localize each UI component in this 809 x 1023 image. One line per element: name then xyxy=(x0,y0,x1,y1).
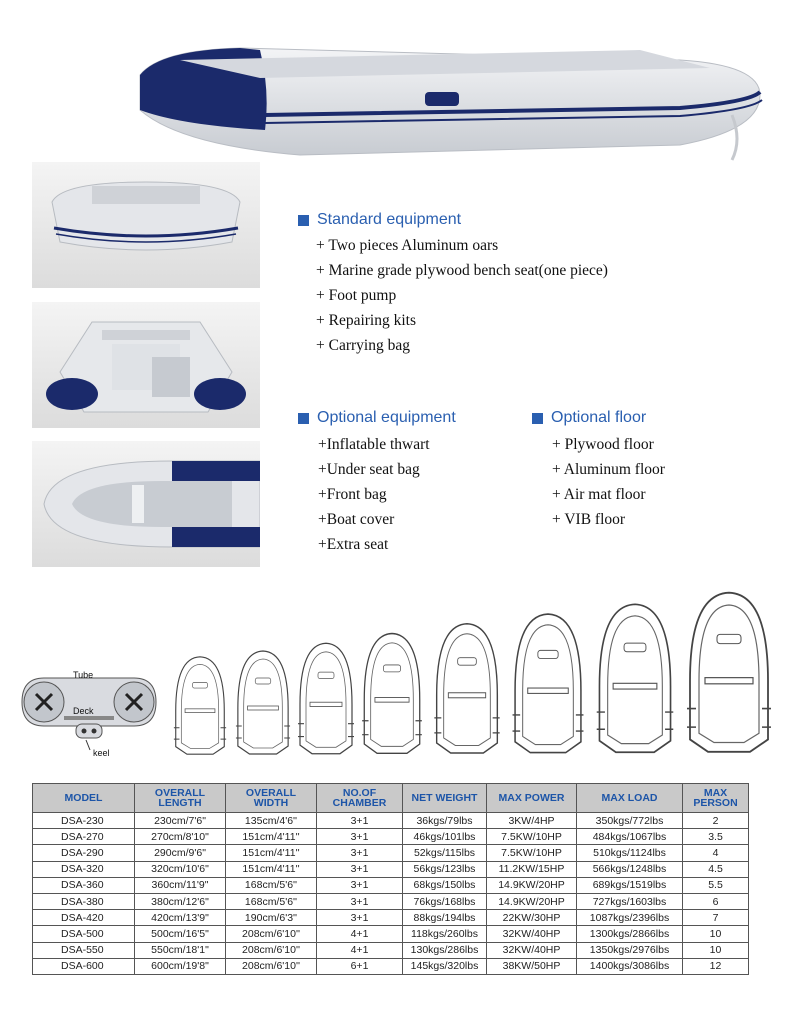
tube-label: Tube xyxy=(73,670,94,680)
table-cell: 6 xyxy=(683,893,749,909)
table-cell: DSA-270 xyxy=(33,829,135,845)
optional-floor-list xyxy=(552,432,665,532)
optional-equipment-heading xyxy=(298,409,456,427)
table-cell: 4+1 xyxy=(317,926,403,942)
column-header: MODEL xyxy=(33,784,135,813)
table-cell: 1400kgs/3086lbs xyxy=(577,958,683,974)
deck-label: Deck xyxy=(73,706,94,716)
boat-outline-drawing xyxy=(510,610,586,758)
specification-table xyxy=(32,783,749,975)
list-item: + Air mat floor xyxy=(552,486,646,503)
table-cell: DSA-500 xyxy=(33,926,135,942)
table-cell: 14.9KW/20HP xyxy=(487,893,577,909)
table-row xyxy=(33,942,749,958)
square-bullet-icon xyxy=(298,413,309,424)
column-header: MAX POWER xyxy=(487,784,577,813)
table-cell: 420cm/13'9" xyxy=(135,910,226,926)
table-cell: 360cm/11'9" xyxy=(135,877,226,893)
table-header-row xyxy=(33,784,749,813)
table-row xyxy=(33,861,749,877)
list-item: +Extra seat xyxy=(318,536,389,553)
boat-outline-drawing xyxy=(594,600,676,758)
table-cell: 52kgs/115lbs xyxy=(403,845,487,861)
optional-floor-title: Optional floor xyxy=(551,409,647,426)
table-cell: 46kgs/101lbs xyxy=(403,829,487,845)
table-cell: 135cm/4'6'' xyxy=(226,813,317,829)
table-cell: 3+1 xyxy=(317,877,403,893)
optional-equipment-list xyxy=(318,432,430,557)
standard-equipment-title: Standard equipment xyxy=(317,211,462,228)
table-cell: 230cm/7'6" xyxy=(135,813,226,829)
hero-boat-image xyxy=(120,20,780,170)
table-cell: 550cm/18'1" xyxy=(135,942,226,958)
table-cell: 566kgs/1248lbs xyxy=(577,861,683,877)
table-cell: 380cm/12'6" xyxy=(135,893,226,909)
table-cell: 11.2KW/15HP xyxy=(487,861,577,877)
table-cell: 208cm/6'10'' xyxy=(226,942,317,958)
table-cell: 727kgs/1603lbs xyxy=(577,893,683,909)
table-cell: 10 xyxy=(683,942,749,958)
keel-label: keel xyxy=(93,748,110,758)
table-cell: 3+1 xyxy=(317,893,403,909)
table-row xyxy=(33,893,749,909)
table-row xyxy=(33,877,749,893)
boat-outline-drawing xyxy=(432,620,502,758)
table-cell: 4+1 xyxy=(317,942,403,958)
table-cell: 208cm/6'10'' xyxy=(226,958,317,974)
square-bullet-icon xyxy=(532,413,543,424)
table-cell: 118kgs/260lbs xyxy=(403,926,487,942)
cross-section-diagram xyxy=(14,664,164,764)
boat-outline-drawing xyxy=(234,648,292,758)
table-cell: DSA-380 xyxy=(33,893,135,909)
list-item: +Front bag xyxy=(318,486,387,503)
table-cell: DSA-360 xyxy=(33,877,135,893)
table-cell: 4.5 xyxy=(683,861,749,877)
table-cell: 484kgs/1067lbs xyxy=(577,829,683,845)
table-cell: 168cm/5'6'' xyxy=(226,877,317,893)
column-header: NO.OF CHAMBER xyxy=(317,784,403,813)
column-header: NET WEIGHT xyxy=(403,784,487,813)
table-row xyxy=(33,813,749,829)
standard-equipment-list xyxy=(316,233,608,358)
list-item: + Two pieces Aluminum oars xyxy=(316,237,499,254)
table-cell: DSA-600 xyxy=(33,958,135,974)
boat-outline-drawing xyxy=(296,640,356,758)
table-cell: 151cm/4'11'' xyxy=(226,861,317,877)
table-cell: 88kgs/194lbs xyxy=(403,910,487,926)
table-cell: 3+1 xyxy=(317,813,403,829)
table-cell: 1087kgs/2396lbs xyxy=(577,910,683,926)
table-cell: 168cm/5'6'' xyxy=(226,893,317,909)
list-item: + Carrying bag xyxy=(316,337,410,354)
list-item: + VIB floor xyxy=(552,511,626,528)
list-item: + Aluminum floor xyxy=(552,461,665,478)
standard-equipment-heading xyxy=(298,211,461,229)
table-row xyxy=(33,910,749,926)
table-row xyxy=(33,926,749,942)
table-row xyxy=(33,845,749,861)
table-row xyxy=(33,829,749,845)
boat-outline-drawing xyxy=(684,588,774,758)
list-item: + Foot pump xyxy=(316,287,397,304)
table-cell: 270cm/8'10" xyxy=(135,829,226,845)
table-cell: 7.5KW/10HP xyxy=(487,845,577,861)
optional-equipment-title: Optional equipment xyxy=(317,409,456,426)
table-cell: 10 xyxy=(683,926,749,942)
list-item: +Boat cover xyxy=(318,511,395,528)
table-cell: 68kgs/150lbs xyxy=(403,877,487,893)
table-cell: 1350kgs/2976lbs xyxy=(577,942,683,958)
table-cell: 3+1 xyxy=(317,861,403,877)
table-cell: 12 xyxy=(683,958,749,974)
table-cell: 151cm/4'11'' xyxy=(226,829,317,845)
table-cell: 208cm/6'10'' xyxy=(226,926,317,942)
square-bullet-icon xyxy=(298,215,309,226)
column-header: MAX PERSON xyxy=(683,784,749,813)
table-cell: 510kgs/1124lbs xyxy=(577,845,683,861)
optional-floor-heading xyxy=(532,409,646,427)
thumbnail-stern-view xyxy=(32,302,260,428)
table-cell: 689kgs/1519lbs xyxy=(577,877,683,893)
list-item: + Marine grade plywood bench seat(one piece) xyxy=(316,262,608,279)
boat-outline-drawing xyxy=(172,654,228,758)
table-cell: DSA-230 xyxy=(33,813,135,829)
table-cell: 3KW/4HP xyxy=(487,813,577,829)
table-cell: 76kgs/168lbs xyxy=(403,893,487,909)
table-cell: DSA-420 xyxy=(33,910,135,926)
table-cell: 6+1 xyxy=(317,958,403,974)
column-header: OVERALL LENGTH xyxy=(135,784,226,813)
table-cell: 56kgs/123lbs xyxy=(403,861,487,877)
table-cell: 151cm/4'11'' xyxy=(226,845,317,861)
table-cell: 600cm/19'8" xyxy=(135,958,226,974)
table-cell: 290cm/9'6" xyxy=(135,845,226,861)
thumbnail-front-view xyxy=(32,162,260,288)
table-cell: 2 xyxy=(683,813,749,829)
table-cell: 7 xyxy=(683,910,749,926)
table-cell: 350kgs/772lbs xyxy=(577,813,683,829)
table-cell: 320cm/10'6" xyxy=(135,861,226,877)
list-item: +Under seat bag xyxy=(318,461,420,478)
table-cell: 500cm/16'5" xyxy=(135,926,226,942)
table-cell: 145kgs/320lbs xyxy=(403,958,487,974)
table-cell: 32KW/40HP xyxy=(487,926,577,942)
table-cell: 1300kgs/2866lbs xyxy=(577,926,683,942)
table-cell: DSA-320 xyxy=(33,861,135,877)
boat-outline-drawing xyxy=(360,630,424,758)
column-header: MAX LOAD xyxy=(577,784,683,813)
thumbnail-top-view xyxy=(32,441,260,567)
table-cell: DSA-290 xyxy=(33,845,135,861)
table-cell: 3.5 xyxy=(683,829,749,845)
table-cell: 130kgs/286lbs xyxy=(403,942,487,958)
table-cell: 3+1 xyxy=(317,910,403,926)
list-item: + Repairing kits xyxy=(316,312,417,329)
table-cell: 14.9KW/20HP xyxy=(487,877,577,893)
table-row xyxy=(33,958,749,974)
table-cell: 4 xyxy=(683,845,749,861)
table-cell: 36kgs/79lbs xyxy=(403,813,487,829)
table-cell: DSA-550 xyxy=(33,942,135,958)
table-cell: 32KW/40HP xyxy=(487,942,577,958)
column-header: OVERALL WIDTH xyxy=(226,784,317,813)
table-cell: 7.5KW/10HP xyxy=(487,829,577,845)
list-item: +Inflatable thwart xyxy=(318,436,430,453)
table-cell: 22KW/30HP xyxy=(487,910,577,926)
table-cell: 5.5 xyxy=(683,877,749,893)
table-cell: 3+1 xyxy=(317,829,403,845)
table-cell: 190cm/6'3'' xyxy=(226,910,317,926)
table-cell: 3+1 xyxy=(317,845,403,861)
list-item: + Plywood floor xyxy=(552,436,654,453)
table-cell: 38KW/50HP xyxy=(487,958,577,974)
